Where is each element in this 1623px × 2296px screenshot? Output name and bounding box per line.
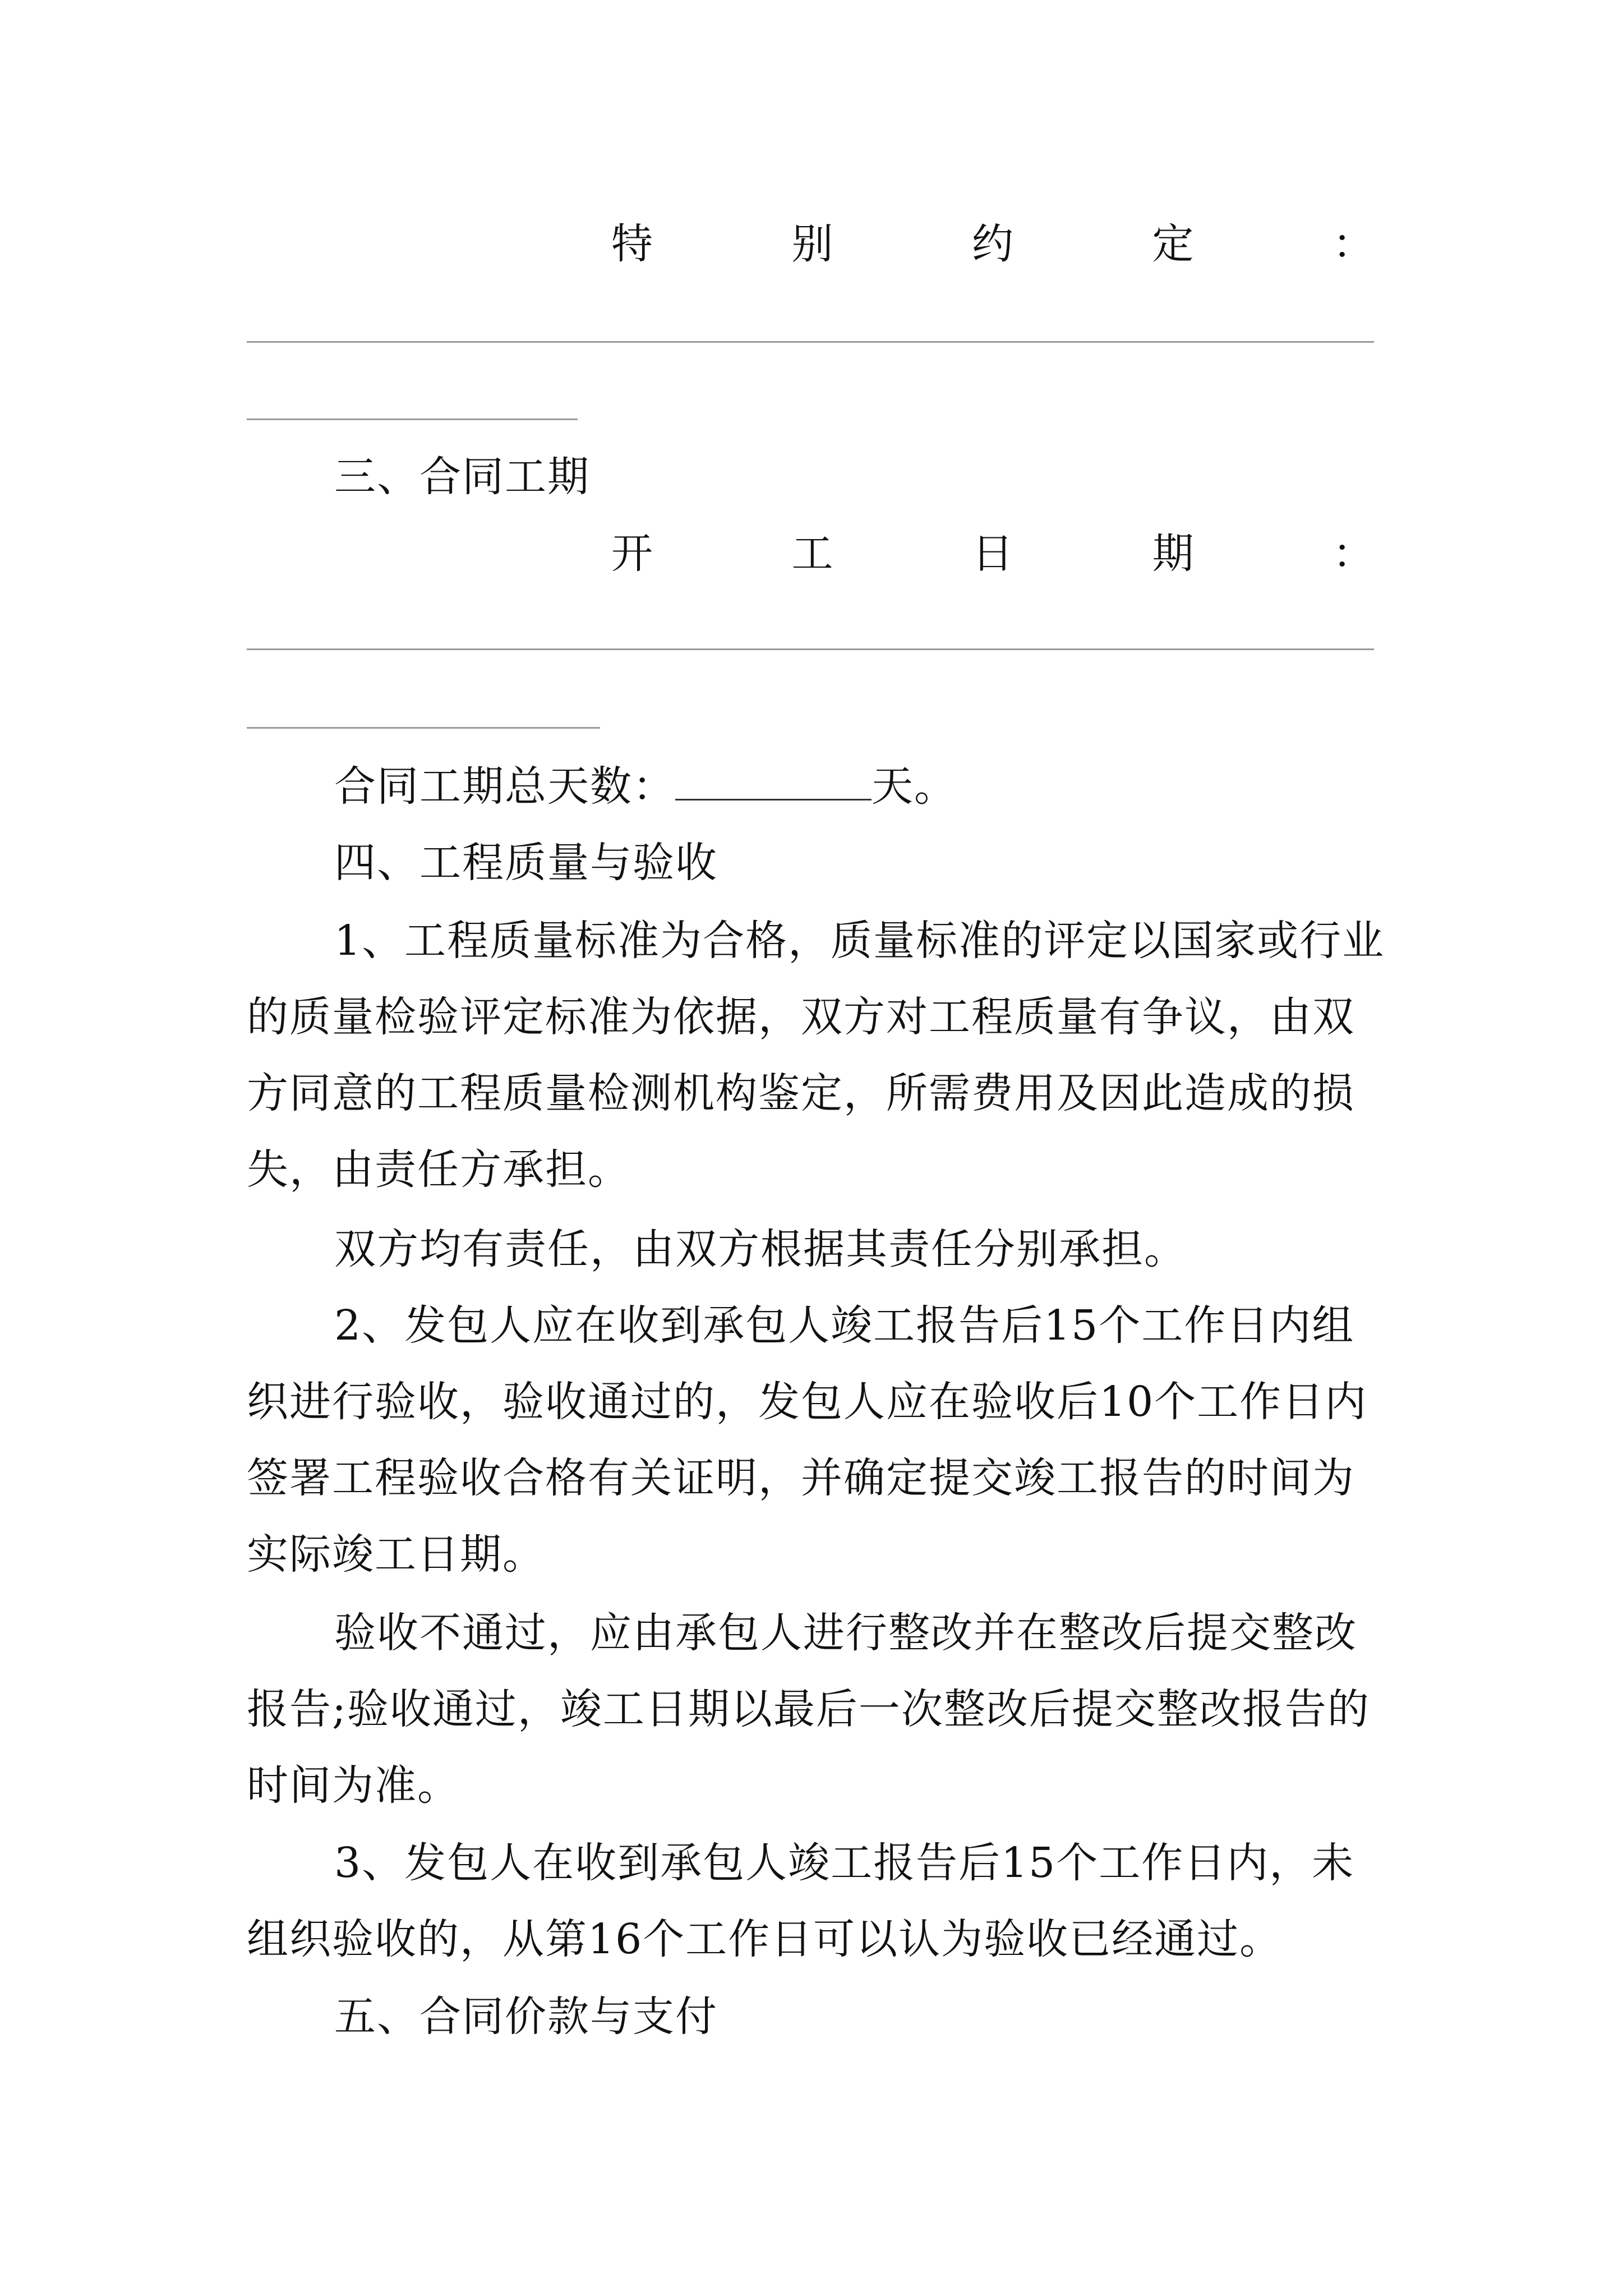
section3-heading: 三、合同工期 — [334, 453, 590, 501]
total-days-prefix: 合同工期总天数： — [334, 762, 675, 811]
section4-paragraph-5: 3、发包人在收到承包人竣工报告后15个工作日内，未组织验收的，从第16个工作日可以认为验收已经通过。 — [247, 1839, 1355, 1963]
start-date-char: 开 — [611, 530, 653, 578]
special-agreement-char: 特 — [611, 220, 653, 268]
section4-heading: 四、工程质量与验收 — [334, 839, 718, 887]
start-date-fill-line — [247, 648, 1374, 650]
special-agreement-char: 别 — [791, 220, 833, 268]
start-date-label — [611, 526, 1374, 582]
section5-heading: 五、合同价款与支付 — [334, 1993, 718, 2041]
special-agreement-char: 定 — [1152, 220, 1194, 268]
start-date-char: 工 — [791, 530, 833, 578]
special-agreement-label — [611, 216, 1374, 272]
start-date-fill-line-short — [247, 727, 600, 729]
special-agreement-fill-line-short — [247, 418, 578, 420]
section4-paragraph-3: 2、发包人应在收到承包人竣工报告后15个工作日内组织进行验收，验收通过的，发包人应在验收后10个工作日内签署工程验收合格有关证明，并确定提交竣工报告的时间为实际竣工日期。 — [247, 1301, 1368, 1579]
section4-paragraph-1: 1、工程质量标准为合格，质量标准的评定以国家或行业的质量检验评定标准为依据，双方对工程质量有争议，由双方同意的工程质量检测机构鉴定，所需费用及因此造成的损失，由责任方承担。 — [247, 917, 1385, 1194]
special-agreement-char: ： — [1332, 220, 1374, 268]
special-agreement-fill-line — [247, 341, 1374, 343]
start-date-char: 日 — [972, 530, 1013, 578]
total-days-suffix: 天。 — [872, 762, 957, 811]
total-days-blank — [675, 765, 872, 800]
special-agreement-char: 约 — [972, 220, 1013, 268]
total-days-line — [334, 758, 957, 815]
section4-paragraph-4: 验收不通过，应由承包人进行整改并在整改后提交整改报告;验收通过，竣工日期以最后一次整改后提交整改报告的时间为准。 — [247, 1609, 1370, 1810]
section4-paragraph-2: 双方均有责任，由双方根据其责任分别承担。 — [334, 1225, 1187, 1273]
start-date-char: 期 — [1152, 530, 1194, 578]
start-date-char: ： — [1332, 530, 1374, 578]
